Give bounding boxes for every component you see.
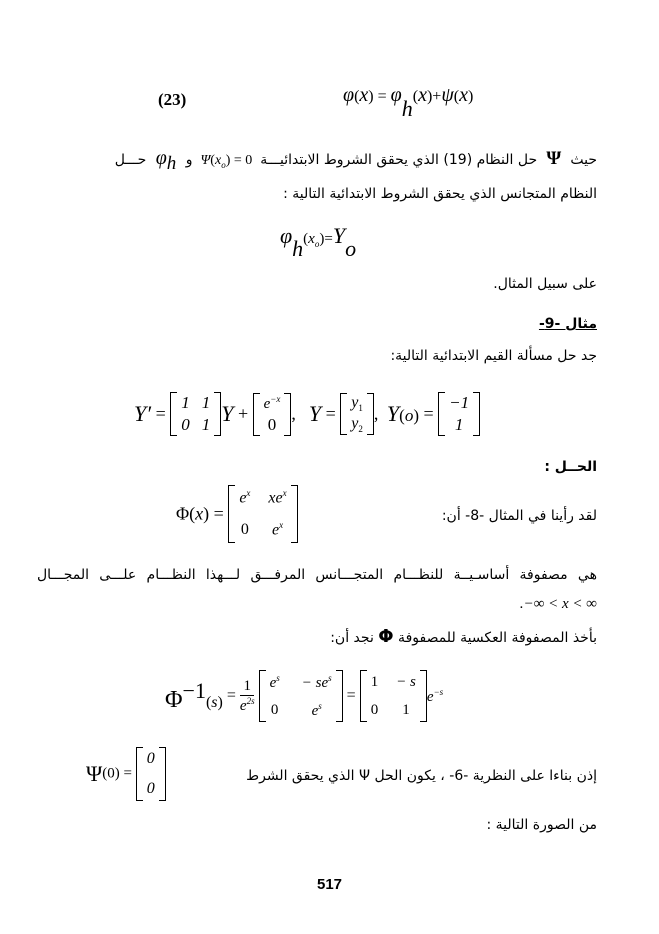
paragraph-line-1: حيث Ψ حل النظام (19) الذي يحقق الشروط الابتدائيـــة $\Psi(x_o) = 0$ و $\varphi_h$ حـــل [114, 147, 597, 174]
fundamental-line-2: .−∞ < x < ∞ [519, 596, 597, 612]
fundamental-line-1: هي مصفوفة أساسـيــة للنظـــام المتجـــانس المرفـــق لـــهذا النظـــام علـــى المجـــال [37, 567, 597, 583]
page-number: 517 [316, 876, 343, 893]
inverse-intro: بأخذ المصفوفة العكسية للمصفوفة Φ نجد أن: [330, 626, 597, 647]
equation-number: (23) [158, 90, 187, 109]
state-vector: $y_1$ $y_2$ [340, 393, 374, 435]
example-heading: مثال -9- [538, 316, 597, 332]
phi-matrix: Φ(x) = $e^x$ $xe^x$ 0 $e^x$ [176, 485, 298, 543]
coefficient-matrix: 1 1 0 1 [170, 392, 221, 436]
example-prompt: جد حل مسألة القيم الابتدائية التالية: [390, 348, 597, 364]
paragraph-line-2: النظام المتجانس الذي يحقق الشروط الابتدائية التالية : [283, 186, 597, 202]
equation-23: $\varphi(x) = \varphi_h(x)+\psi(x)$ [343, 84, 474, 121]
example-note: على سبيل المثال. [493, 276, 597, 292]
forcing-vector: $e^{-x}$ 0 [253, 393, 292, 436]
solution-heading: الحــل : [544, 459, 597, 475]
example-system: Y′ = 1 1 0 1 Y + $e^{-x}$ 0 , Y = $y_1$ $y_2$ , Y(o) = −1 1 [134, 392, 480, 436]
solution-recall: لقد رأينا في المثال -8- أن: [441, 508, 597, 524]
last-line: من الصورة التالية : [486, 817, 597, 833]
initial-vector: −1 1 [438, 392, 480, 436]
initial-condition: $\varphi_h(x_o)=Y_o$ [280, 223, 357, 262]
inverse-formula: $\Phi^{-1}(s)$ = $\frac{1}{e^{2s}}$ $e^s$ − $se^s$ 0 $e^s$ = 1 − s 0 1 $e^{-s}$ [165, 670, 443, 722]
psi-zero: Ψ(0) = 0 0 [86, 747, 166, 801]
theorem-line: إذن بناءا على النظرية -6- ، يكون الحل Ψ الذي يحقق الشرط [246, 768, 597, 784]
